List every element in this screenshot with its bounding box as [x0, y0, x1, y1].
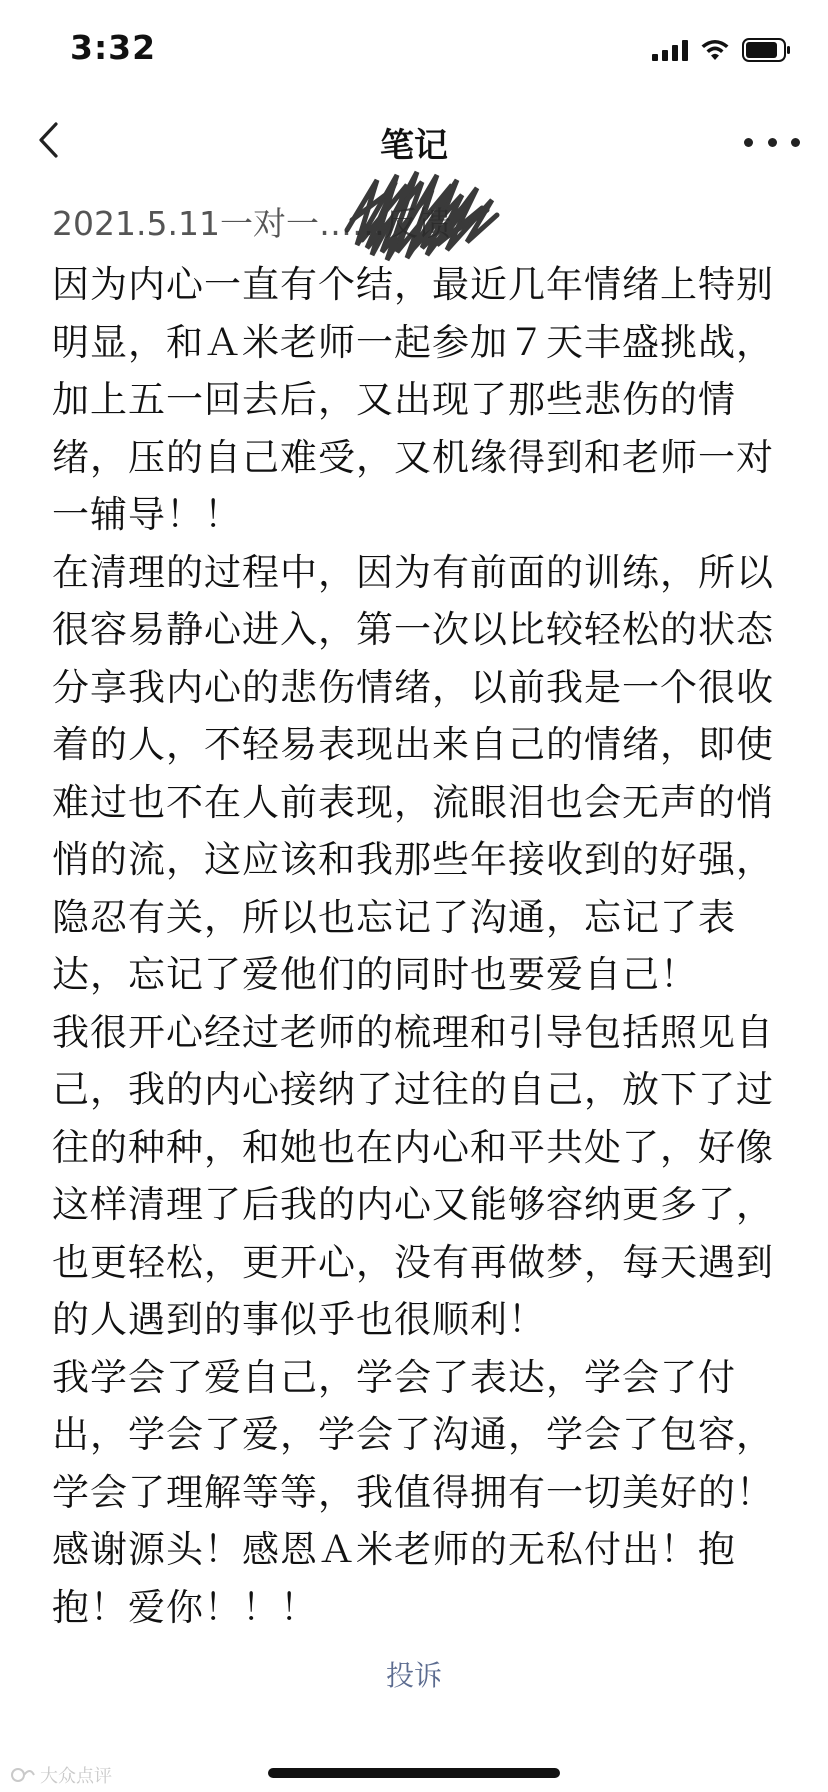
status-time: 3:32 — [70, 28, 157, 67]
nav-bar — [0, 100, 828, 184]
page-title: 笔记 — [380, 126, 448, 166]
note-title: 2021.5.11一对一……反馈 — [52, 198, 792, 250]
more-button[interactable] — [744, 122, 800, 162]
note-paragraph-4: 我学会了爱自己，学会了表达，学会了付 出，学会了爱，学会了沟通，学会了包容， 学会了理解等等，我值得拥有一切美好的！ 感谢源头！感恩Ａ米老师的无私付出！抱 抱！爱你！！！ — [52, 1355, 774, 1629]
home-indicator[interactable] — [268, 1768, 560, 1778]
note-paragraph-3: 我很开心经过老师的梳理和引导包括照见自 己，我的内心接纳了过往的自己，放下了过 往的种种，和她也在内心和平共处了，好像 这样清理了后我的内心又能够容纳更多了， 也更轻松，更开心，没有再做梦，每天遇到 的人遇到的事似乎也很顺利！ — [52, 1010, 774, 1341]
report-link[interactable]: 投诉 — [385, 1659, 442, 1692]
status-bar — [0, 0, 828, 100]
note-paragraph-2: 在清理的过程中，因为有前面的训练，所以 很容易静心进入，第一次以比较轻松的状态 分享我内心的悲伤情绪，以前我是一个很收 着的人，不轻易表现出来自己的情绪，即使 难过也不在人前表现，流眼泪也会无声的悄 悄的流，这应该和我那些年接收到的好强， 隐忍有关，所以也忘记了沟通，忘记了表 达，忘记了爱他们的同时也要爱自己！ — [52, 550, 774, 996]
watermark — [10, 1762, 112, 1788]
note-paragraph-1: 因为内心一直有个结，最近几年情绪上特别 明显，和Ａ米老师一起参加７天丰盛挑战， 加上五一回去后，又出现了那些悲伤的情 绪，压的自己难受，又机缘得到和老师一对 一辅导！！ — [52, 263, 774, 536]
wifi-icon — [700, 39, 730, 61]
more-dots-icon — [744, 138, 753, 147]
battery-icon — [742, 38, 792, 62]
note-content — [52, 198, 792, 1636]
status-icons — [652, 38, 792, 62]
watermark-text: 大众点评 — [40, 1766, 112, 1787]
cellular-signal-icon — [652, 39, 688, 61]
watermark-logo-icon — [10, 1765, 36, 1785]
